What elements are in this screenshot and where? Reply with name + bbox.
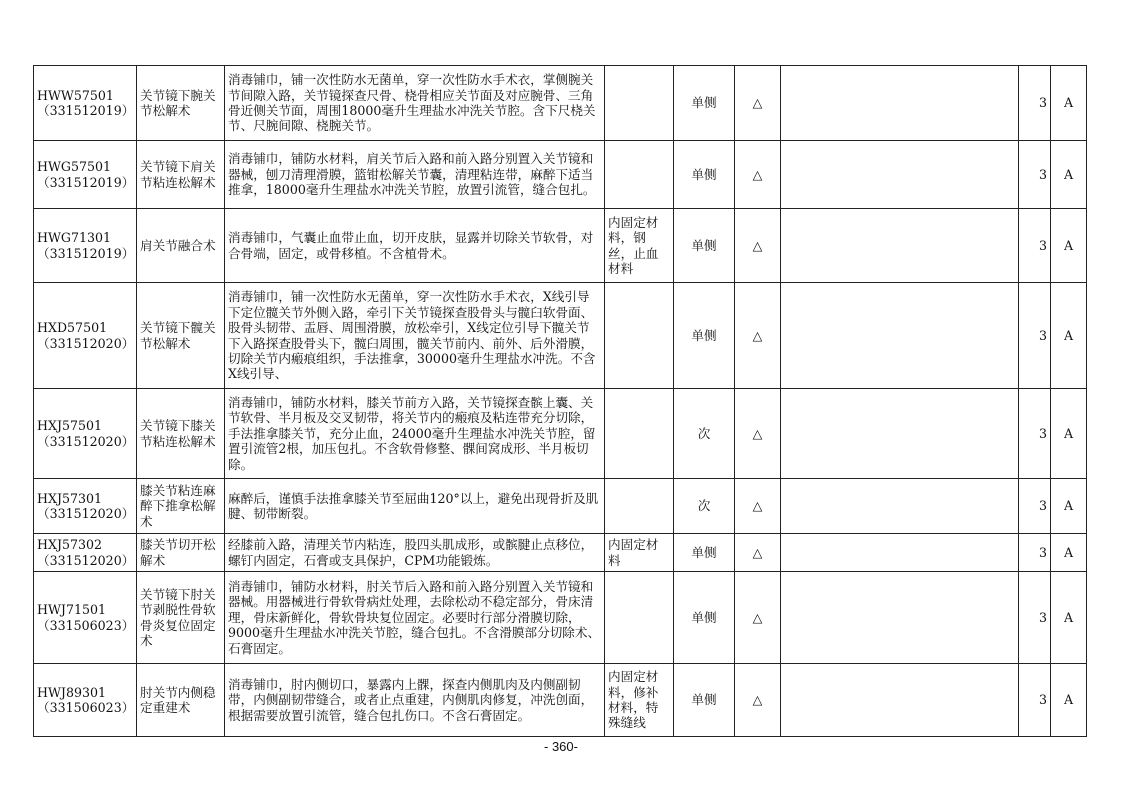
code-cell — [34, 664, 137, 737]
item-code: HWJ71501 — [37, 602, 107, 618]
name-cell — [137, 534, 225, 572]
unit-text: 次 — [697, 498, 711, 514]
grade-text: A — [1063, 327, 1074, 343]
mark-cell — [735, 209, 781, 283]
mark-text: △ — [752, 327, 763, 343]
unit-cell — [674, 389, 735, 479]
mark-cell — [735, 141, 781, 209]
item-code: HWW57501 — [37, 87, 114, 103]
level-text: 3 — [1038, 95, 1047, 111]
grade-cell — [1051, 389, 1087, 479]
table-row — [34, 66, 1087, 141]
description-cell — [225, 572, 605, 664]
level-text: 3 — [1038, 544, 1047, 560]
code-cell — [34, 534, 137, 572]
unit-text: 单侧 — [691, 609, 717, 625]
table-row — [34, 389, 1087, 479]
item-subcode: （331512019） — [37, 245, 135, 261]
level-text: 3 — [1038, 692, 1047, 708]
description-cell — [225, 664, 605, 737]
item-code: HXJ57501 — [37, 418, 103, 434]
description-cell — [225, 141, 605, 209]
item-code: HWG57501 — [37, 159, 112, 175]
item-subcode: （331512019） — [37, 174, 135, 190]
grade-cell — [1051, 283, 1087, 389]
mark-cell — [735, 572, 781, 664]
code-cell — [34, 283, 137, 389]
description-text: 经膝前入路，清理关节内粘连，股四头肌成形，或髌腱止点移位，螺钉内固定，石膏或支具保护，CPM功能锻炼。 — [228, 537, 594, 568]
note-cell — [781, 664, 1019, 737]
name-cell — [137, 664, 225, 737]
description-text: 消毒铺巾，铺一次性防水无菌单，穿一次性防水手术衣，X线引导下定位髋关节外侧入路，牵引下关节镜探查股骨头与髋臼软骨面、股骨头韧带、盂唇、周围滑膜，放松牵引，X线定位引导下髋关节下入路探查股骨头下，髋臼周围，髋关节前内、前外、后外滑膜，切除关节内瘢痕组织，手法推拿，30000毫升生理盐水冲洗。不含X线引导、 — [228, 289, 596, 382]
level-cell — [1019, 283, 1051, 389]
item-subcode: （331512019） — [37, 103, 135, 118]
mark-text: △ — [752, 692, 763, 708]
name-cell — [137, 572, 225, 664]
unit-text: 单侧 — [691, 166, 717, 182]
grade-cell — [1051, 534, 1087, 572]
note-cell — [781, 209, 1019, 283]
item-code: HXJ57302 — [37, 537, 103, 553]
table-row — [34, 283, 1087, 389]
item-code: HWG71301 — [37, 230, 112, 246]
name-text: 关节镜下腕关节松解术 — [140, 87, 216, 118]
note-cell — [781, 534, 1019, 572]
page-number: - 360- — [544, 739, 578, 754]
name-cell — [137, 479, 225, 534]
code-cell — [34, 572, 137, 664]
name-cell — [137, 389, 225, 479]
description-text: 麻醉后，谨慎手法推拿膝关节至屈曲120°以上，避免出现骨折及肌腱、韧带断裂。 — [228, 490, 599, 521]
grade-cell — [1051, 141, 1087, 209]
mark-cell — [735, 389, 781, 479]
unit-cell — [674, 664, 735, 737]
unit-text: 单侧 — [691, 95, 717, 111]
material-text: 内固定材料，钢丝，止血材料 — [608, 214, 659, 276]
table-row — [34, 572, 1087, 664]
grade-text: A — [1063, 609, 1074, 625]
code-cell — [34, 141, 137, 209]
level-cell — [1019, 572, 1051, 664]
item-code: HXJ57301 — [37, 490, 103, 506]
table-row — [34, 664, 1087, 737]
procedure-table — [33, 65, 1087, 737]
grade-text: A — [1063, 425, 1074, 441]
name-cell — [137, 66, 225, 141]
table-row — [34, 209, 1087, 283]
item-subcode: （331512020） — [37, 433, 135, 449]
level-cell — [1019, 534, 1051, 572]
mark-text: △ — [752, 609, 763, 625]
mark-cell — [735, 664, 781, 737]
description-text: 消毒铺巾，铺防水材料，肩关节后入路和前入路分别置入关节镜和器械，刨刀清理滑膜，篮钳松解关节囊，清理粘连带，麻醉下适当推拿，18000毫升生理盐水冲洗关节腔，放置引流管，缝合包扎。 — [228, 151, 596, 198]
mark-text: △ — [752, 425, 763, 441]
description-text: 消毒铺巾，铺防水材料，膝关节前方入路，关节镜探查髌上囊、关节软骨、半月板及交叉韧带，将关节内的瘢痕及粘连带充分切除，手法推拿膝关节，充分止血，24000毫升生理盐水冲洗关节腔，留置引流管2根，加压包扎。不含软骨修整、髁间窝成形、半月板切除。 — [228, 394, 596, 472]
item-subcode: （331512020） — [37, 552, 135, 568]
material-cell — [605, 66, 674, 141]
note-cell — [781, 141, 1019, 209]
unit-cell — [674, 66, 735, 141]
name-text: 膝关节粘连麻醉下推拿松解术 — [140, 482, 216, 529]
unit-cell — [674, 479, 735, 534]
unit-cell — [674, 141, 735, 209]
table-row — [34, 479, 1087, 534]
item-subcode: （331512020） — [37, 335, 135, 351]
mark-cell — [735, 283, 781, 389]
description-text: 消毒铺巾，铺防水材料，肘关节后入路和前入路分别置入关节镜和器械。用器械进行骨软骨病灶处理，去除松动不稳定部分，骨床清理，骨床新鲜化，骨软骨块复位固定。必要时行部分滑膜切除，9000毫升生理盐水冲洗关节腔，缝合包扎。不含滑膜部分切除术、石膏固定。 — [228, 578, 601, 656]
description-cell — [225, 534, 605, 572]
mark-text: △ — [752, 237, 763, 253]
material-cell — [605, 664, 674, 737]
item-code: HXD57501 — [37, 320, 108, 336]
description-text: 消毒铺巾，铺一次性防水无菌单，穿一次性防水手术衣，掌侧腕关节间隙入路，关节镜探查尺骨、桡骨相应关节面及对应腕骨、三角骨近侧关节面，周围18000毫升生理盐水冲洗关节腔。含下尺桡关节、尺腕间隙、桡腕关节。 — [228, 72, 596, 134]
name-text: 膝关节切开松解术 — [140, 537, 216, 568]
note-cell — [781, 572, 1019, 664]
grade-text: A — [1063, 692, 1074, 708]
material-cell — [605, 209, 674, 283]
level-cell — [1019, 66, 1051, 141]
level-cell — [1019, 141, 1051, 209]
name-cell — [137, 141, 225, 209]
description-cell — [225, 283, 605, 389]
level-cell — [1019, 479, 1051, 534]
item-code: HWJ89301 — [37, 684, 107, 700]
grade-cell — [1051, 479, 1087, 534]
material-cell — [605, 283, 674, 389]
material-text: 内固定材料，修补材料，特殊缝线 — [608, 669, 659, 731]
level-text: 3 — [1038, 609, 1047, 625]
code-cell — [34, 66, 137, 141]
mark-text: △ — [752, 544, 763, 560]
unit-text: 单侧 — [691, 692, 717, 708]
unit-text: 单侧 — [691, 237, 717, 253]
note-cell — [781, 479, 1019, 534]
code-cell — [34, 479, 137, 534]
unit-cell — [674, 283, 735, 389]
grade-text: A — [1063, 498, 1074, 514]
note-cell — [781, 389, 1019, 479]
mark-cell — [735, 66, 781, 141]
name-text: 关节镜下膝关节粘连松解术 — [140, 418, 216, 449]
table-row — [34, 534, 1087, 572]
mark-text: △ — [752, 498, 763, 514]
material-cell — [605, 389, 674, 479]
unit-cell — [674, 572, 735, 664]
description-cell — [225, 479, 605, 534]
level-cell — [1019, 664, 1051, 737]
grade-cell — [1051, 664, 1087, 737]
grade-cell — [1051, 209, 1087, 283]
unit-text: 单侧 — [691, 327, 717, 343]
mark-cell — [735, 479, 781, 534]
grade-text: A — [1063, 237, 1074, 253]
item-subcode: （331512020） — [37, 506, 135, 521]
unit-cell — [674, 209, 735, 283]
mark-text: △ — [752, 95, 763, 111]
level-text: 3 — [1038, 498, 1047, 514]
material-cell — [605, 479, 674, 534]
note-cell — [781, 66, 1019, 141]
description-cell — [225, 389, 605, 479]
name-text: 关节镜下肩关节粘连松解术 — [140, 159, 216, 190]
name-cell — [137, 209, 225, 283]
level-cell — [1019, 209, 1051, 283]
level-text: 3 — [1038, 237, 1047, 253]
material-text: 内固定材料 — [608, 537, 659, 568]
description-cell — [225, 66, 605, 141]
unit-text: 单侧 — [691, 544, 717, 560]
name-text: 肘关节内侧稳定重建术 — [140, 684, 216, 715]
material-cell — [605, 141, 674, 209]
name-text: 关节镜下肘关节剥脱性骨软骨炎复位固定术 — [140, 586, 216, 648]
code-cell — [34, 389, 137, 479]
mark-text: △ — [752, 166, 763, 182]
name-text: 关节镜下髋关节松解术 — [140, 320, 216, 351]
grade-text: A — [1063, 544, 1074, 560]
item-subcode: （331506023） — [37, 700, 135, 715]
unit-cell — [674, 534, 735, 572]
table-row — [34, 141, 1087, 209]
code-cell — [34, 209, 137, 283]
level-text: 3 — [1038, 425, 1047, 441]
level-cell — [1019, 389, 1051, 479]
description-text: 消毒铺巾，肘内侧切口，暴露内上髁，探查内侧肌肉及内侧副韧带，内侧副韧带缝合，或者止点重建，内侧肌肉修复，冲洗创面，根据需要放置引流管，缝合包扎伤口。不含石膏固定。 — [228, 676, 594, 723]
mark-cell — [735, 534, 781, 572]
grade-text: A — [1063, 166, 1074, 182]
unit-text: 次 — [697, 425, 711, 441]
grade-text: A — [1063, 95, 1074, 111]
level-text: 3 — [1038, 166, 1047, 182]
description-cell — [225, 209, 605, 283]
note-cell — [781, 283, 1019, 389]
level-text: 3 — [1038, 327, 1047, 343]
material-cell — [605, 534, 674, 572]
grade-cell — [1051, 66, 1087, 141]
description-text: 消毒铺巾，气囊止血带止血，切开皮肤，显露并切除关节软骨，对合骨端，固定，或骨移植。不含植骨术。 — [228, 230, 594, 261]
grade-cell — [1051, 572, 1087, 664]
name-text: 肩关节融合术 — [140, 237, 216, 253]
item-subcode: （331506023） — [37, 617, 135, 633]
name-cell — [137, 283, 225, 389]
table-body — [34, 66, 1087, 737]
material-cell — [605, 572, 674, 664]
